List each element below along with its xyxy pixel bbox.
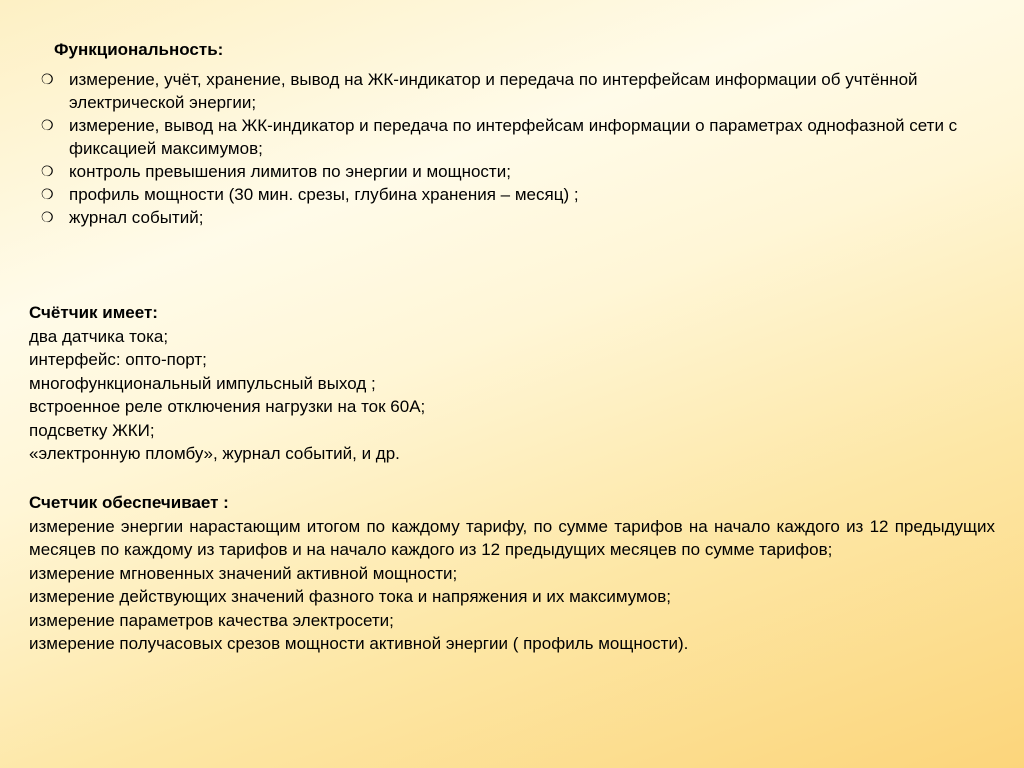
list-item-text: контроль превышения лимитов по энергии и мощности; [69,162,511,181]
circle-bullet-icon: ❍ [41,163,54,179]
meter-provides-item: измерение получасовых срезов мощности активной энергии ( профиль мощности). [29,634,689,653]
meter-has-item: многофункциональный импульсный выход ; [29,373,376,393]
meter-provides-section [29,491,995,656]
circle-bullet-icon: ❍ [41,209,54,225]
meter-provides-item: измерение действующих значений фазного тока и напряжения и их максимумов; [29,587,671,606]
meter-has-item: «электронную пломбу», журнал событий, и др. [29,444,400,463]
list-item [40,114,990,160]
meter-has-title: Счётчик имеет: [29,303,158,322]
list-item-text: измерение, учёт, хранение, вывод на ЖК-индикатор и передача по интерфейсам информации об учтённой электрической энергии; [69,70,918,112]
circle-bullet-icon: ❍ [41,71,54,87]
meter-has-item: встроенное реле отключения нагрузки на ток 60А; [29,397,426,416]
list-item-text: профиль мощности (30 мин. срезы, глубина хранения – месяц) ; [69,185,579,204]
meter-has-item: два датчика тока; [29,326,169,346]
functionality-title: Функциональность: [54,40,224,59]
meter-provides-item: измерение мгновенных значений активной мощности; [29,563,458,583]
meter-provides-item: измерение параметров качества электросети; [29,610,394,630]
meter-has-item: интерфейс: опто-порт; [29,350,207,369]
meter-provides-title: Счетчик обеспечивает : [29,493,229,512]
meter-has-item: подсветку ЖКИ; [29,420,155,440]
list-item-text: измерение, вывод на ЖК-индикатор и передача по интерфейсам информации о параметрах однофазной сети с фиксацией максимумов; [69,116,958,158]
list-item-text: журнал событий; [69,208,204,227]
list-item [40,206,990,229]
meter-provides-item: измерение энергии нарастающим итогом по каждому тарифу, по сумме тарифов на начало каждого из 12 предыдущих месяцев по каждому из тарифов и на начало каждого из 12 предыдущих месяцев по сумме тарифов; [29,516,995,559]
circle-bullet-icon: ❍ [41,186,54,202]
meter-has-section [29,301,995,466]
circle-bullet-icon: ❍ [41,117,54,133]
list-item [40,160,990,183]
list-item [40,68,990,114]
functionality-list [40,68,990,229]
list-item [40,183,990,206]
